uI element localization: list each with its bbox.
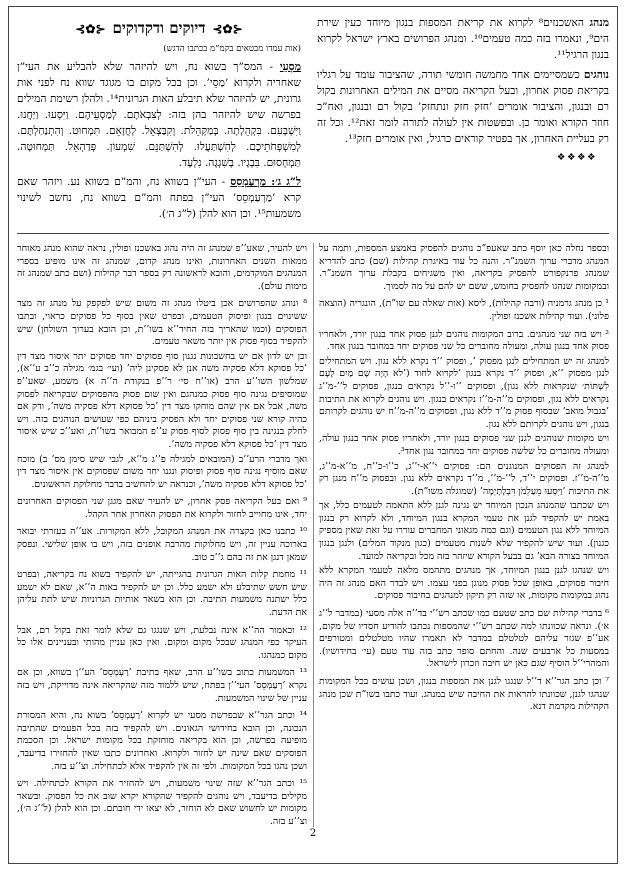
footnote-paragraph: ² ויש בזה שני מנהגים. ברוב המקומות נוהגים לגנן פסוק אחד בנגון יורד, ולאחריו פסוק אחד בנגון עולה, ומעולה מחוברים כל שני פסוקים יחד במחובר בנגון אחד.: [319, 328, 609, 353]
flourish-icon: ⊰✿⊱: [212, 21, 243, 36]
inset-paragraph-masei: [17, 59, 301, 171]
top-right-text-block: [317, 15, 609, 227]
paragraph-reading-custom: [317, 15, 609, 63]
footnote-paragraph: למנהג זה הפסוקים המנוגנים הם: פסוקים י’’א-י’’ג, כ’’ו-כ’’ח, מ’’א-מ’’ג, מ’’ה-מ’’ז. ופסוקים י’’ד, ל’’-מ’’, מ’’ד נקראים ללא נגון. ובפסוק מ’’ח מנגן רק את התיבות ’וַיִּסְעוּ מֵעַלְמֹן דִּבְלָתָיְמָה’ (שמוגלה משו”ת).: [319, 460, 609, 497]
footnote-paragraph: ויש שנהגו לגנן בנגון המיוחד, אך מנהגים מתהמס מלאה לטעמי המקרא ללא חיבור פסוקים, באופן שכל פסוק מנוגן בפני עצמו. ויש לבדר האם מנהג זה היה נהוג במקומות מקומות, או שזה רק תיקון למנהגים בחיבור פסוקים.: [319, 565, 609, 602]
section-divider: [17, 233, 609, 234]
paragraph-lead: ל”ג ג׳: מַרְעַמְסֵס: [230, 176, 301, 188]
footnotes-left-column: [17, 243, 307, 827]
page-number: 2: [309, 828, 317, 839]
column-divider: [313, 243, 314, 827]
footnote-paragraph: ⁹ ואם בעל הקריאה פסק אחרון, יש להעיר שאם מגגן שני הפסוקים האחרונים יחד, אינו מחוייב לחזור ולקרוא את הפסוק האחרון אחר הקהל.: [17, 496, 307, 520]
footnote-paragraph: ¹ כן מנהג גרמניה (ורבה קהילות), ליסא (אות שאלה עם שו”ת), הונגריה (הוצאה פלוני). ועוד קהילות אשכנז ופולין.: [319, 298, 609, 322]
footnote-paragraph: ויש מקומות שנוהגים לגנן שני פסוקים בנגון יורד, ולאחריו פסוק אחד בנגון עולה, ומעולה מחוברים כל שלשה פסוקים יחד במחובר נגון אחד³.: [319, 433, 609, 457]
inset-title-text: דיוקים ודקדוקים: [112, 19, 206, 37]
paragraph-lead: מַסְעֵי: [279, 61, 301, 73]
inset-paragraph-raamses: [17, 174, 301, 222]
precision-notes-inset: [17, 15, 301, 227]
paragraph-lead: נוהגים: [583, 69, 609, 81]
footnote-paragraph: וכן יש לדון אם יש בחשבונות נגנון סוף פסוקים יחד פסוקים יתר איסור מצד דין ’כל פסוקא דלא פסקיה משה אנן לא פסקינן ליה’ (ועי׳ בגמ׳ מגילה כ’’ב ע’’א), שמלשון השו’’ע הרב (או’’ח סי׳ ר’’פ בנקודת ה’’ה א) משמע, שאע’’פ שמוסיפים נגינה סוף פסוק כמנהגם ואין שום פסוק מהפסוקים שבקריאה לפסוק משה, אבל אם אין שהם מוחקו מצד דין ’כל פסוקא דלא פסקיה משה’, ודק אם כהיה קורא שני פסוקים יחד ולא הפסיק ביניהם כפי שעושים הנוהגים בזה. ויש לחלק בנגינה בין סוף פסוק לסוף פסוק ע’’פ המבואר בשו’’ת, ואע’’כ שיש איסור מצד דין ’כל פסוקא דלא פסקיה משה’.: [17, 350, 307, 450]
paragraph-chazak-custom: [317, 67, 609, 147]
paragraph-text: כשמסיימים אחד מחמשה חומשי תורה, שהציבור עומד על רגליו בקריאת פסוק אחרון, ובעל הקריאה מסיים את המילים האחרונות בקול רם ובנגון, והציבור אומרים ’חזק חזק ונתחזק’ בקול רם ובנגון, ואח”כ חוזר הקורא ואומר כן. ובפשטות אין לעולה לתורה לומר זאת¹². וכל זה רק בעליית האחרון, אך בפטיר קוראים כרגיל, ואין אומרים חזק¹³.: [317, 69, 609, 145]
footnote-paragraph: ¹⁴ וכתב הגר’’א שבפרשת מסעי יש לקרוא ’רַעְמְסֵס’ בשוא נח, והיא המסורת הנכונה, וכן הובא בחידושי הגאונים. ויש להקפיד בזה בכל הפעמים שהתיבה מופיעה בפרשה, וכן הוא בקריאה מוחזקת בכל מקומות ישראל. וכן הסכמת הפוסקים שאם שינה יש לחזור ולקרוא. ואחרונים כתבו שאין להחזירו בדיעבד, ושכן נהגו בכל המקומות. ולפי זה אין להקפיד אלא לכתחילה. וצ’’ע בזה.: [17, 710, 307, 772]
paragraph-text: - העי”ן בשווא נח, והמ”ם בשווא נע. ויזהר שאם קרא ’מַרְעַמְסֵס’ העי”ן בפתח והמ”ם בשווא נח, נחשב לשינוי משמעות¹⁵. וכן הוא להלן (ל”ג ה׳).: [17, 176, 301, 220]
footnote-paragraph: ויש שכתבו שהמנהג הנכון המיוחד יש נגינה לגנן ללא התאמה לטעמים כלל, אך באמת יש להקפיד לגנן את טעמי המקרא בנגון המיוחד, ולא לקרוא רק בנגון המיוחד ללא נגון הטעמים (וגם כמה מגאוני המחברים עוררו על זאת שאין מספיק כגנון). ועוד שיש להקפיד שלא לשנות מטעמים (כגון מנקוד המלים) ולנגן בנגון המיוחד בצורה הבא’ גם בבעל הקורא שיזהר בזה מכל ובקריאה למועד.: [319, 500, 609, 562]
paragraph-lead: מנהג: [589, 17, 609, 29]
footnote-paragraph: ויש להעיר, שאע’’פ שמנהג זה היה נהוג באשכנז ופולין, נראה שהוא מנהג מאוחר ממאות השנים האחרונות, ואינו מנהג קדום, שמנהג זה אינו מופיע בספרי המנהגים המוקדמים, והובא לראשונה רק בספר דבר קהילות (ושם כתב שמנהג זה מימות עולם).: [17, 243, 307, 292]
footnote-paragraph: ⁷ וכן כתב הגר’’א ד’’ל שנגגו לגנן את המספות בנגון, ושכן עושים בכל המקומות שנהגו לגנן, שכוונתו להראות את החיבה שיש במנהג. ועוד כתבו בשו”ת שכן מנהג הקהילות מקדמת דנא.: [319, 676, 609, 713]
closing-ornament-icon: ❖❖❖❖: [556, 152, 597, 163]
footnote-paragraph: ¹³ המשמעות כתוב בשו’’ע הרב, שאף בתיבת ’רַעְמְסֵס’ הע’’ן בשווא, וכן אם נקרא ’רַעַמְסֵס’ העי’’ן בפתח, שיש ללמוד מזה שהקריאה אינה מדוייקת, ויש בזה עניין של שינוי המשמעות.: [17, 667, 307, 704]
paragraph-text: - המס”ך בשוא נח, ויש להיזהר שלא להבליע את העי”ן שאחריה ולקרוא ’מַסֵי’. וכן בכל מקום בו מגוגד שווא נח לפני אות גרונית, יש להיזהר שלא תיבלע האות הגרונית¹⁴. ולהלן רשימת המילים בפרשה שיש להיזהר בהן בזה: לְצִבְאֹתָם. לְמַסְעֵיהֶם. וַיִּסְעוּ. וַיַּחֲנוּ. וַיִּשְׁבְּעִם. בִּקְהֵלָתָה. בְּמַקְהֵלֹת. וְקִבַּצְאֵל. לְחֲזָאֵם. תִּמְחוּט. וְהִתְנַחַלְתֶּם. לְמִשְׁפְּחֹתֵיכֶם. לְהִשְׁתַּעֲלוּ. לְהִשְׁתַּנֵּם. שִׁמְעוֹן. פְּדַהְאֵל. תַּמְחוּטָה. תַּמְחָסוּם. בִּבְגָיו. בְּשִׁגְגָה. נִלְעָד.: [17, 61, 301, 169]
footnote-paragraph: ⁸ ונוהג שהפרושים אכן ביטלו מנהג זה משום שיש לפקפק על מנהג זה מצד ששינוים בנגון ופיסוק הטעמים, ובפרט שאין בסוף כל פסוקים כראוי, ובתבו הפוסקים (וכמו שהאריך בזה החיד’’א בשו’’ת, וכן הובא בערוך השולחן) שיש להקפיד בסוף פסוק אין יותר משאר טעמים.: [17, 298, 307, 348]
footnote-paragraph: ¹⁰ כתבנו כאן בקצרה את המנהג המקובל, ללא המקורות. אע’’ה בעזרתי יבואר בארוכה עניין זה, ויש מחלוקות מהרבה אופנים בזה, ויש בו אופן שלישי. ונפסק שמאן דנגן את זה בהם ג’’כ טוב.: [17, 526, 307, 563]
footnote-paragraph: ⁶ בדברי קהילות שם כתב שטעם כמו שכתב רש’’י בד’’ה אלה מסעי (במדבר ל’’ג א׳). ונראה שכוונתו למה שכתב רש’’י שהמספות נכתבו להודיע חסדיו של מקום, אע’’פ שגזר עליהם לטלטלם במדבר לא תאמרו שהיו מטלטלים ומטורפים במסעות כל ארבעים שנה. והחתם סופר כתב בזה עוד טעם (עי׳ בחידושיו). והמהרי’’ל הוסיף שגם כאן יש חיבה וזכרון לישראל.: [319, 608, 609, 670]
footnote-paragraph: למנהג זה יש המתחילים לנגן מפסוק ’, ופסוק ’’ד נקרא ללא נגון. ויש המתחילים לנגן מפסוק ’’א, ופסוק ’’ד נקרא בנגון ’לקרוא לחוד (’לא הָיָה שָׁם מַיִם לָעָם לִשְׁתּוֹת׳ שנקראות ללא נגון), ופסוקים ’’ו-’’ל נקראים בנגון, פסוקים ל’’-מ’’ג נקראים ללא נגון, ופסוקים מ’’ה-מ’’ז נקראים בנגון. ויש נוהגים לקרוא את התיבות ’בגבול מואב’ שבסוף פסוק מ’’ד ללא נגון, ופסוקים מ’’ה-מ’’ח יש נוהגים לקרותם בנגון, ויש נוהגים לקרותם ללא נגון.: [319, 355, 609, 430]
inset-title: [17, 19, 301, 38]
top-section: [17, 15, 609, 227]
document-page: [8, 6, 618, 864]
footnote-paragraph: ¹¹ מחמת קלות האות הגרונית בהגייתה, יש להקפיד בשוא נח בקריאה, ובפרט שיש חשש שתיבלע ולא ישמע כלל. וכן יש להקפיד באות ה’’א, שאם לא ישמע כלל ישתנה משמעות התיבה. וכן הוא בשאר אותיות הגרוניות שיש לתת עליהן את הדעת.: [17, 569, 307, 619]
footnote-paragraph: ובספר נחלה כאן יוסף כתב שאעפ”כ נוהגים להפסיק באמצע המספות, ותמה על המנהג מדברי ערוך השמנ”ר. והנה כל עוד באיגרת קהילות (שם) כתב להדריא שמנהג פרנקפורט להפסיק בקריאה, ואין משגיחים בקבלת ערוך השמנ”ר. ובמקומות שנהגו להפסיק בחומש, ששם יש להם על מה לסמוך.: [319, 243, 609, 292]
footnote-paragraph: ¹² וכאמור הה’’א אינה נבלעת, ויש שנגגו גם שלא לומר זאת בקול רם, אבל העיקר כפי המנהג שבכל מקום ומקום. ואין כאן עניין מהותי ובעניינים אלו כל מקום כמנהגו.: [17, 624, 307, 661]
subnote-text: (אות עמדו מבטאים בקמ”מ בכתבו הדגש): [163, 44, 301, 54]
footnote-paragraph: ¹⁵ וכתב הגר’’א שזה שינוי משמעות, ויש להחזיר את הקורא לכתחילה. ויש מקילים בדיעבד, ויש נוהגים להקפיד שהקורא יקרא שוב את כל הפסוק. ובשאר מקומות יש לחשוש שאם לא הוחזר, לא יצאו ידי חובתם. וכן הוא להלן (ל’’ג ה׳), וצ’’ע בזה.: [17, 778, 307, 827]
inset-subnote: [17, 44, 301, 55]
footnotes-area: [17, 243, 609, 827]
footnote-paragraph: ואך מדברי הרע’’ב (המובאים למגילה פ’’ג מ’’א, לגבי שיש סימן מס’ ב) מוכח שאם מוסיף נגינה סוף פסוק ופיסוק ונגנו יחד משום שפסוקים אין איסור מצד דין ’כל פסוקא דלא פסקיה משה’, וכנראה יש להחשיב בדבר מחלוקת הראשונים.: [17, 453, 307, 490]
flourish-icon: ⊰✿⊱: [75, 21, 106, 36]
footnotes-right-column: [319, 243, 609, 827]
paragraph-text: האשכנזים⁸ לקרוא את קריאת המספות בנגון מיוחד כעין שירת הים⁹, ונאמרו בזה כמה טעמים¹⁰. ומנהג הפרושים בארץ ישראל לקרוא בנגון הרגיל¹¹.: [317, 17, 609, 61]
